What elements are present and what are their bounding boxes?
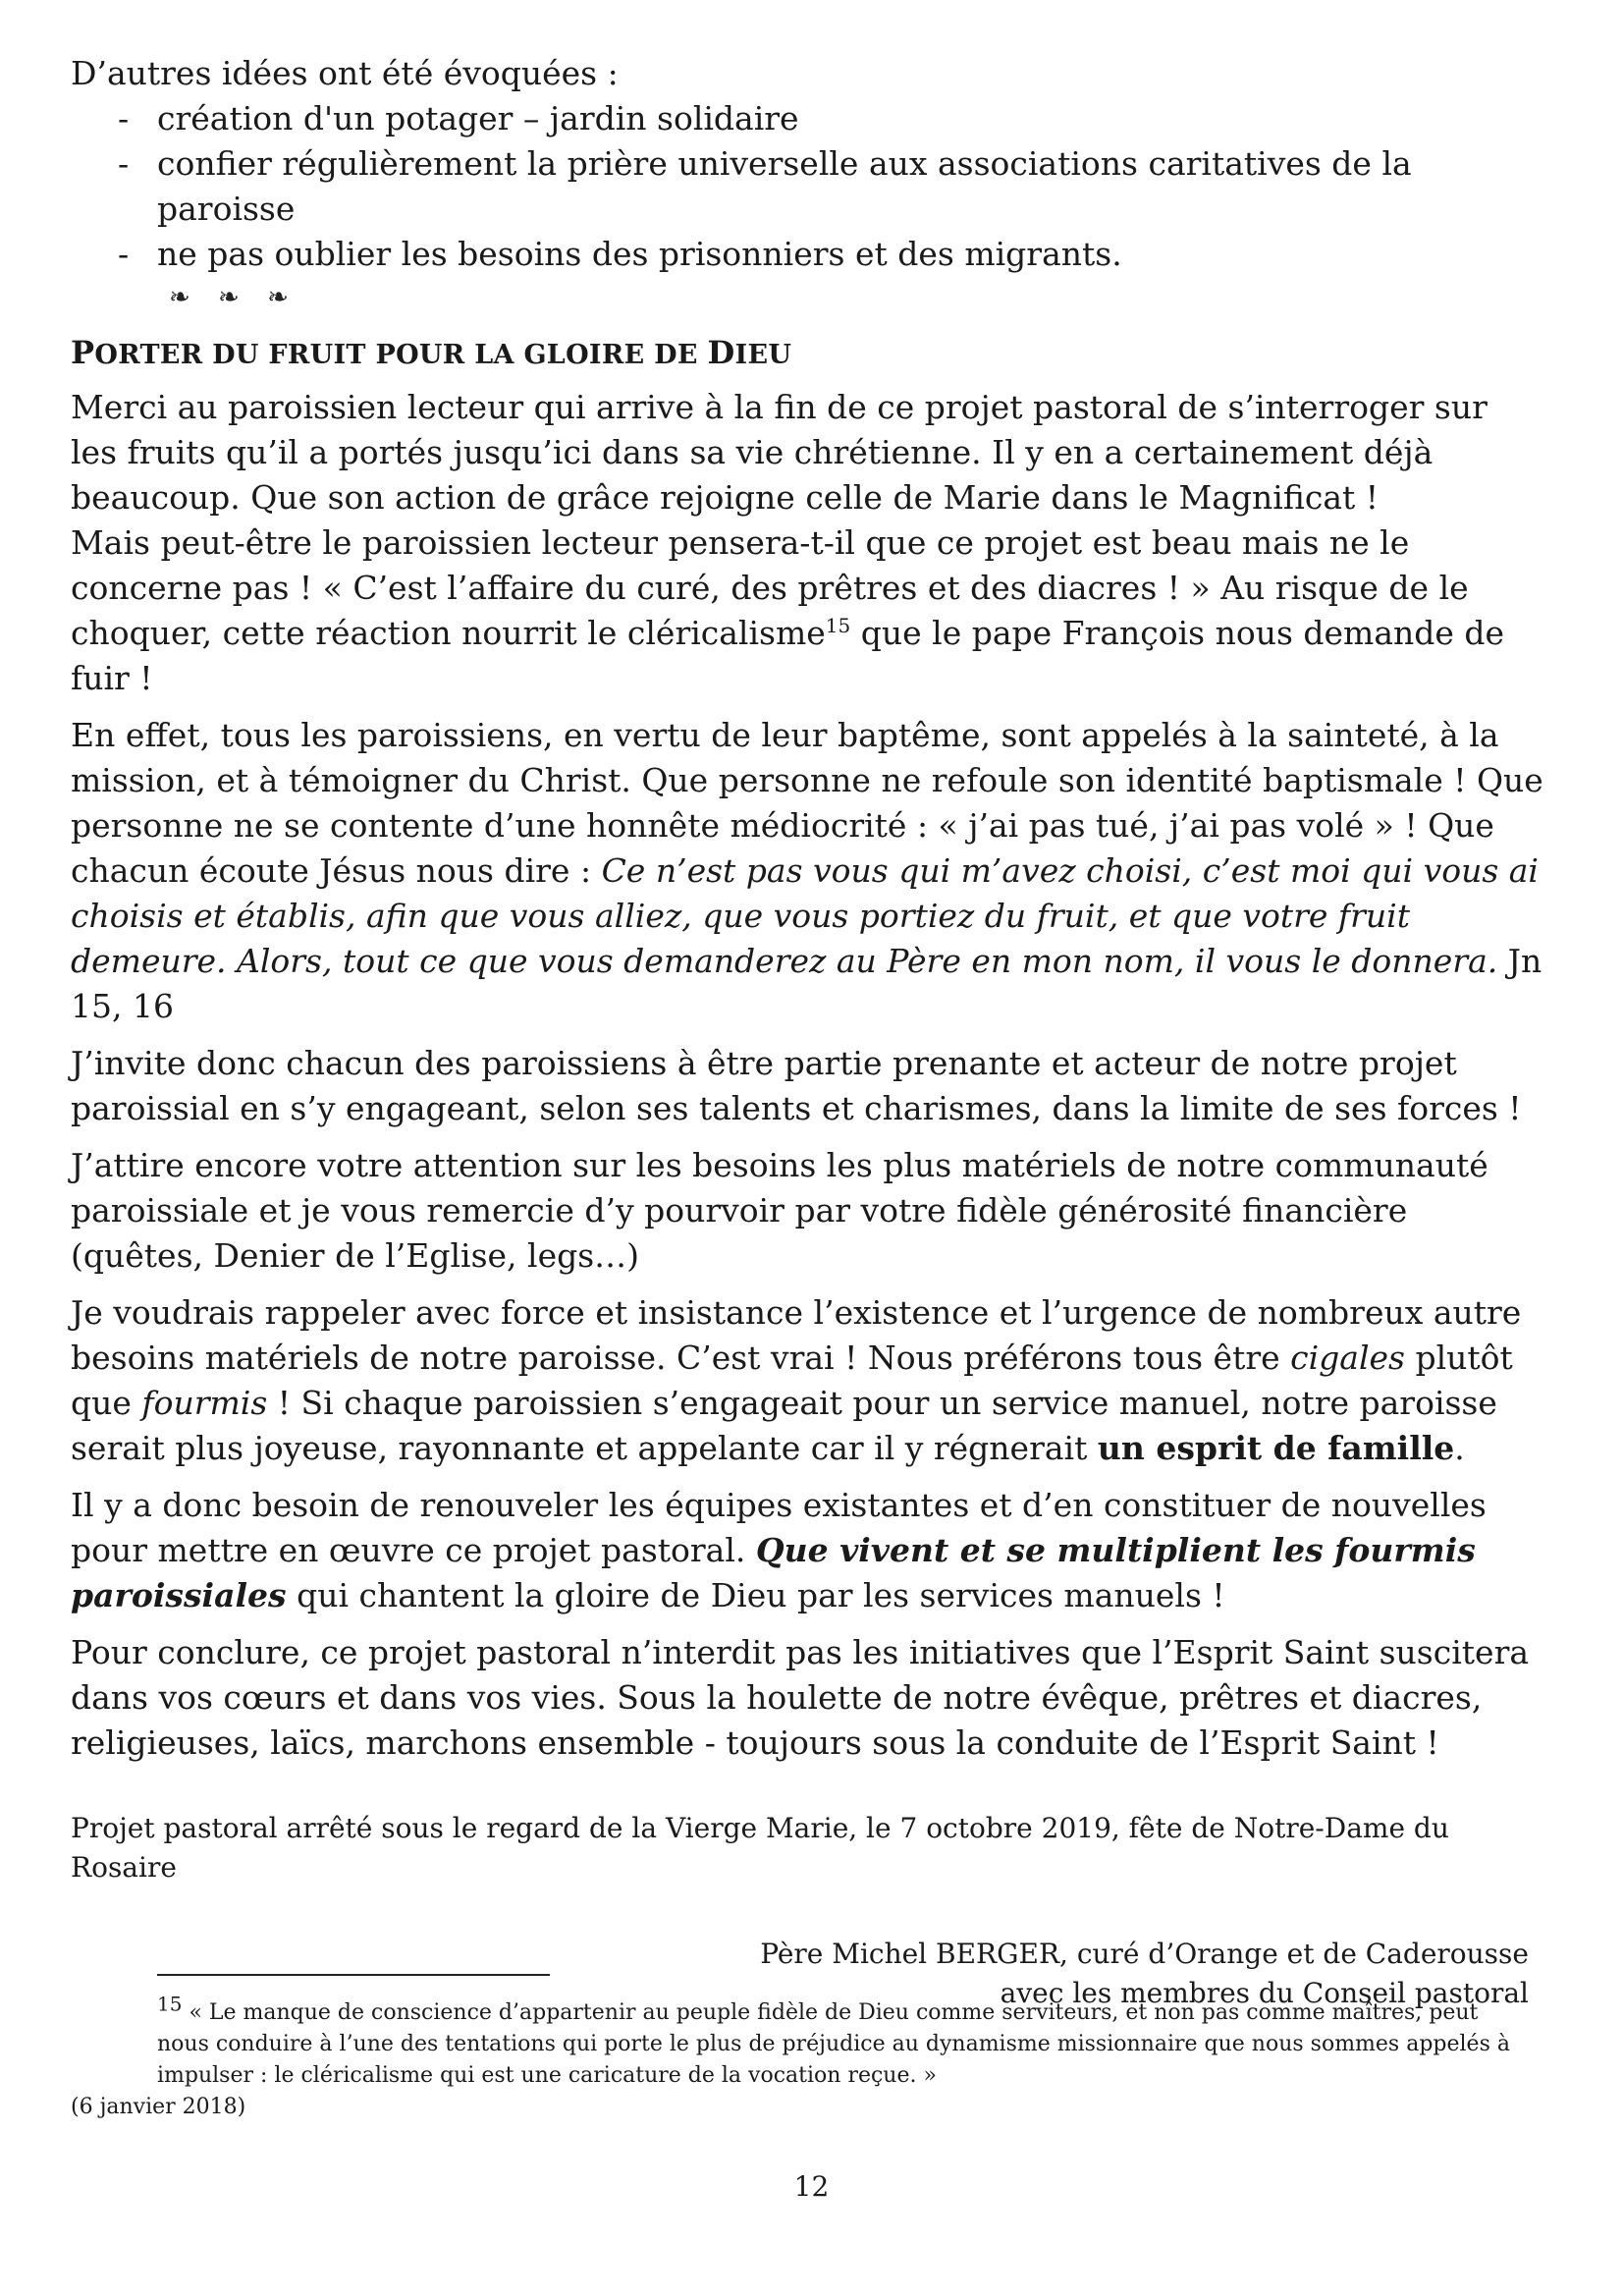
list-item: - ne pas oublier les besoins des prisonniers et des migrants. xyxy=(118,232,1543,277)
list-item: - confier régulièrement la prière universelle aux associations caritatives de la paroisse xyxy=(118,141,1543,232)
paragraph-merci: Merci au paroissien lecteur qui arrive à la fin de ce projet pastoral de s’interroger sur les fruits qu’il a portés jusqu’ici dans sa vie chrétienne. Il y en a certainement déjà beaucoup. Que son action de grâce rejoigne celle de Marie dans le Magnificat ! xyxy=(71,388,1488,517)
page-body xyxy=(71,51,1543,2013)
paragraph-bapteme: En effet, tous les paroissiens, en vertu de leur baptême, sont appelés à la sainteté, à la mission, et à témoigner du Christ. Que personne ne refoule son identité baptismale ! Que personne ne se contente d’une honnête médiocrité : « j’ai pas tué, j’ai pas volé » ! Que chacun écoute Jésus nous dire : Ce n’est pas vous qui m’avez choisi, c’est moi qui vous ai choisis et établis, afin que vous alliez, que vous portiez du fruit, et que votre fruit demeure. Alors, tout ce que vous demanderez au Père en mon nom, il vous le donnera. Jn 15, 16 xyxy=(71,716,1543,1025)
footnote-divider xyxy=(157,1974,550,1976)
gospel-reference: Jn 15, 16 xyxy=(71,942,1542,1025)
paragraph-equipes: Il y a donc besoin de renouveler les équipes existantes et d’en constituer de nouvelles pour mettre en œuvre ce projet pastoral. Que vivent et se multiplient les fourmis paroissiales qui chantent la gloire de Dieu par les services manuels ! xyxy=(71,1486,1487,1614)
page-number: 12 xyxy=(793,2170,830,2203)
footnote-ref: 15 xyxy=(825,614,851,637)
signature-line: avec les membres du Conseil pastoral xyxy=(1000,1977,1529,2009)
ideas-intro: D’autres idées ont été évoquées : xyxy=(71,54,619,92)
paragraph-clericalisme: Mais peut-être le paroissien lecteur pensera-t-il que ce projet est beau mais ne le concerne pas ! « C’est l’affaire du curé, des prêtres et des diacres ! » Au risque de le choquer, cette réaction nourrit le cléricalisme$^{15}$ que le pape François nous demande de fuir ! xyxy=(71,523,1505,697)
emphasis-fourmis: Que vivent et se multiplient les fourmis paroissiales xyxy=(71,1531,1476,1614)
signature-line: Père Michel BERGER, curé d’Orange et de Caderousse xyxy=(760,1938,1529,1970)
ornament-divider-icon: ❧ ❧ ❧ xyxy=(169,283,298,312)
emphasis-esprit-famille: un esprit de famille xyxy=(1097,1429,1455,1467)
section-heading: PORTER DU FRUIT POUR LA GLOIRE DE DIEU xyxy=(71,334,792,371)
paragraph-conclusion: Pour conclure, ce projet pastoral n’interdit pas les initiatives que l’Esprit Saint suscitera dans vos cœurs et dans vos vies. Sous la houlette de notre évêque, prêtres et diacres, religieuses, laïcs, marchons ensemble - toujours sous la conduite de l’Esprit Saint ! xyxy=(71,1633,1530,1762)
ideas-list xyxy=(71,96,1543,277)
paragraph-cigales-fourmis: Je voudrais rappeler avec force et insistance l’existence et l’urgence de nombreux autre besoins matériels de notre paroisse. C’est vrai ! Nous préférons tous être cigales plutôt que fourmis ! Si chaque paroissien s’engageait pour un service manuel, notre paroisse serait plus joyeuse, rayonnante et appelante car il y régnerait un esprit de famille. xyxy=(71,1293,1522,1467)
footnote-date: (6 janvier 2018) xyxy=(71,2095,246,2119)
closing-line: Projet pastoral arrêté sous le regard de la Vierge Marie, le 7 octobre 2019, fête de Notre-Dame du Rosaire xyxy=(71,1812,1449,1884)
gospel-quote: Ce n’est pas vous qui m’avez choisi, c’est moi qui vous ai choisis et établis, afin que vous alliez, que vous portiez du fruit, et que votre fruit demeure. Alors, tout ce que vous demanderez au Père en mon nom, il vous le donnera. xyxy=(71,851,1539,980)
footnote-number: 15 xyxy=(157,1992,183,2016)
paragraph-invitation: J’invite donc chacun des paroissiens à être partie prenante et acteur de notre projet paroissial en s’y engageant, selon ses talents et charismes, dans la limite de ses forces ! xyxy=(71,1044,1522,1127)
paragraph-besoins-financiers: J’attire encore votre attention sur les besoins les plus matériels de notre communauté paroissiale et je vous remercie d’y pourvoir par votre fidèle générosité financière (quêtes, Denier de l’Eglise, legs…) xyxy=(71,1146,1488,1275)
footnote-text: « Le manque de conscience d’appartenir au peuple fidèle de Dieu comme serviteurs, et non pas comme maîtres, peut nous conduire à l’une des tentations qui porte le plus de préjudice au dynamisme missionnaire que nous sommes appelés à impulser : le cléricalisme qui est une caricature de la vocation reçue. » xyxy=(157,2000,1510,2088)
list-item: - création d'un potager – jardin solidaire xyxy=(118,96,1543,141)
